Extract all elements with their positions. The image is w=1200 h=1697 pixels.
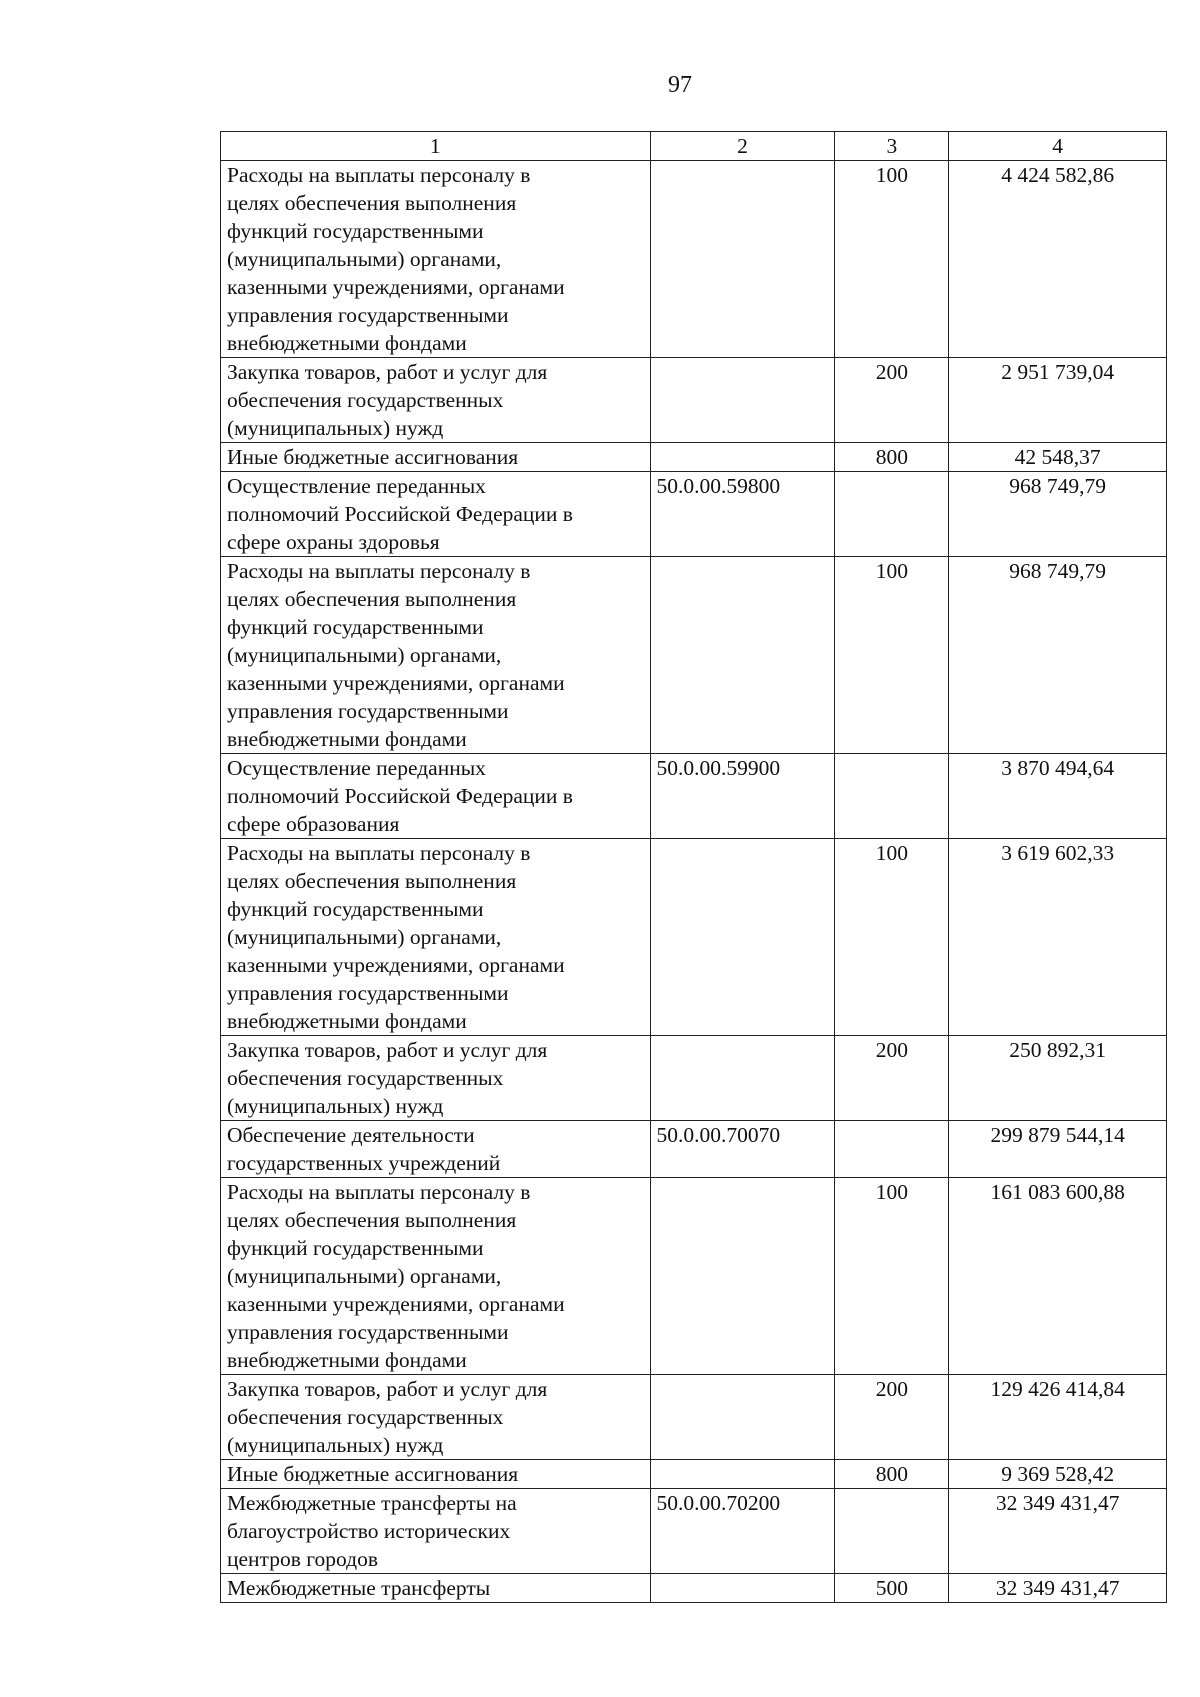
row-target-code: 50.0.00.70070 bbox=[650, 1121, 835, 1178]
table-row bbox=[221, 1574, 1167, 1603]
row-expense-group: 100 bbox=[835, 557, 949, 754]
row-target-code bbox=[650, 557, 835, 754]
row-expense-group: 200 bbox=[835, 1036, 949, 1121]
row-target-code: 50.0.00.59900 bbox=[650, 754, 835, 839]
table-row bbox=[221, 839, 1167, 1036]
row-description: Закупка товаров, работ и услуг для обеспечения государственных (муниципальных) нужд bbox=[221, 358, 651, 443]
table-row bbox=[221, 443, 1167, 472]
budget-table bbox=[220, 131, 1167, 1603]
table-row bbox=[221, 1375, 1167, 1460]
row-amount: 3 870 494,64 bbox=[949, 754, 1167, 839]
row-description: Межбюджетные трансферты на благоустройство исторических центров городов bbox=[221, 1489, 651, 1574]
row-expense-group: 100 bbox=[835, 161, 949, 358]
row-description: Иные бюджетные ассигнования bbox=[221, 443, 651, 472]
row-expense-group bbox=[835, 1121, 949, 1178]
row-description: Обеспечение деятельности государственных учреждений bbox=[221, 1121, 651, 1178]
row-target-code bbox=[650, 1036, 835, 1121]
row-description: Расходы на выплаты персоналу в целях обеспечения выполнения функций государственными (муниципальными) органами, казенными учреждениями, органами управления государственными внебюджетными фондами bbox=[221, 1178, 651, 1375]
row-expense-group: 200 bbox=[835, 358, 949, 443]
row-target-code bbox=[650, 1460, 835, 1489]
row-amount: 42 548,37 bbox=[949, 443, 1167, 472]
row-target-code: 50.0.00.59800 bbox=[650, 472, 835, 557]
row-expense-group: 100 bbox=[835, 1178, 949, 1375]
table-row bbox=[221, 1460, 1167, 1489]
row-amount: 129 426 414,84 bbox=[949, 1375, 1167, 1460]
row-description: Межбюджетные трансферты bbox=[221, 1574, 651, 1603]
table-row bbox=[221, 358, 1167, 443]
column-header-4: 4 bbox=[949, 132, 1167, 161]
row-description: Осуществление переданных полномочий Российской Федерации в сфере образования bbox=[221, 754, 651, 839]
table-row bbox=[221, 1489, 1167, 1574]
row-expense-group: 800 bbox=[835, 1460, 949, 1489]
row-amount: 4 424 582,86 bbox=[949, 161, 1167, 358]
row-target-code bbox=[650, 839, 835, 1036]
column-header-3: 3 bbox=[835, 132, 949, 161]
row-description: Закупка товаров, работ и услуг для обеспечения государственных (муниципальных) нужд bbox=[221, 1375, 651, 1460]
table-row bbox=[221, 557, 1167, 754]
row-target-code bbox=[650, 358, 835, 443]
page-number: 97 bbox=[668, 72, 692, 98]
row-amount: 299 879 544,14 bbox=[949, 1121, 1167, 1178]
table-row bbox=[221, 472, 1167, 557]
row-amount: 250 892,31 bbox=[949, 1036, 1167, 1121]
row-amount: 968 749,79 bbox=[949, 472, 1167, 557]
column-header-1: 1 bbox=[221, 132, 651, 161]
row-target-code bbox=[650, 1178, 835, 1375]
row-description: Расходы на выплаты персоналу в целях обеспечения выполнения функций государственными (муниципальными) органами, казенными учреждениями, органами управления государственными внебюджетными фондами bbox=[221, 557, 651, 754]
row-expense-group: 100 bbox=[835, 839, 949, 1036]
table-row bbox=[221, 754, 1167, 839]
row-expense-group: 200 bbox=[835, 1375, 949, 1460]
row-amount: 2 951 739,04 bbox=[949, 358, 1167, 443]
row-amount: 32 349 431,47 bbox=[949, 1489, 1167, 1574]
row-expense-group: 500 bbox=[835, 1574, 949, 1603]
table-header-row bbox=[221, 132, 1167, 161]
row-amount: 968 749,79 bbox=[949, 557, 1167, 754]
row-description: Закупка товаров, работ и услуг для обеспечения государственных (муниципальных) нужд bbox=[221, 1036, 651, 1121]
table-row bbox=[221, 1036, 1167, 1121]
row-expense-group bbox=[835, 754, 949, 839]
row-description: Осуществление переданных полномочий Российской Федерации в сфере охраны здоровья bbox=[221, 472, 651, 557]
row-description: Иные бюджетные ассигнования bbox=[221, 1460, 651, 1489]
row-target-code bbox=[650, 1375, 835, 1460]
table-row bbox=[221, 1121, 1167, 1178]
table-row bbox=[221, 1178, 1167, 1375]
row-amount: 9 369 528,42 bbox=[949, 1460, 1167, 1489]
row-expense-group bbox=[835, 1489, 949, 1574]
row-description: Расходы на выплаты персоналу в целях обеспечения выполнения функций государственными (муниципальными) органами, казенными учреждениями, органами управления государственными внебюджетными фондами bbox=[221, 161, 651, 358]
row-amount: 32 349 431,47 bbox=[949, 1574, 1167, 1603]
row-target-code: 50.0.00.70200 bbox=[650, 1489, 835, 1574]
row-target-code bbox=[650, 443, 835, 472]
row-description: Расходы на выплаты персоналу в целях обеспечения выполнения функций государственными (муниципальными) органами, казенными учреждениями, органами управления государственными внебюджетными фондами bbox=[221, 839, 651, 1036]
row-target-code bbox=[650, 161, 835, 358]
row-amount: 3 619 602,33 bbox=[949, 839, 1167, 1036]
row-expense-group bbox=[835, 472, 949, 557]
row-expense-group: 800 bbox=[835, 443, 949, 472]
row-target-code bbox=[650, 1574, 835, 1603]
table-row bbox=[221, 161, 1167, 358]
row-amount: 161 083 600,88 bbox=[949, 1178, 1167, 1375]
column-header-2: 2 bbox=[650, 132, 835, 161]
